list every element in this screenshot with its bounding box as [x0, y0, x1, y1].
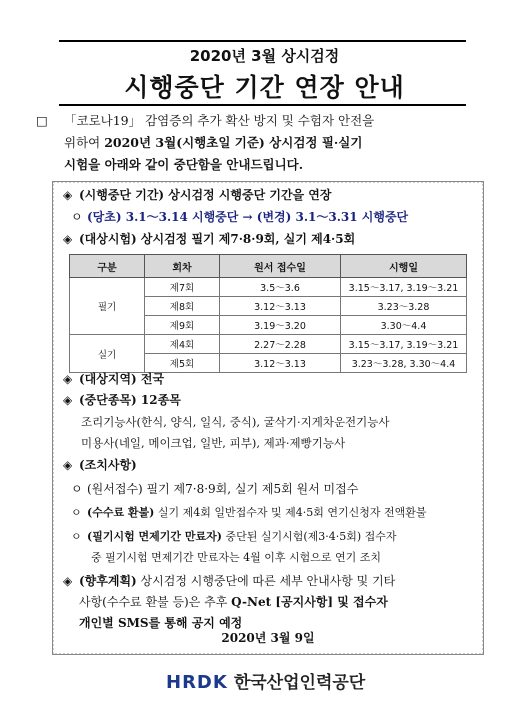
future-plan-label: (향후계획): [79, 574, 137, 588]
target-heading: [63, 230, 355, 247]
table-cell: 3.12～3.13: [220, 297, 341, 316]
period-detail-text: (당초) 3.1～3.14 시행중단 → (변경) 3.1～3.31 시행중단: [87, 210, 409, 224]
future-plan-text-1: 상시검정 시행중단에 따른 세부 안내사항 및 기타: [136, 574, 396, 588]
types-line-2: 미용사(네일, 메이크업, 일반, 피부), 제과·제빵기능사: [81, 436, 346, 450]
measure-item-3: [71, 528, 397, 544]
group-label-written: 필기: [70, 278, 145, 335]
table-header-row: [70, 255, 467, 278]
diamond-bullet-icon: ◈: [63, 232, 73, 246]
future-plan-text-2: 사항(수수료 환불 등)은 추후: [79, 595, 232, 609]
notice-title: 시행중단 기간 연장 안내: [124, 73, 405, 102]
intro-line-1: 「코로나19」 감염증의 추가 확산 방지 및 수험자 안전을: [64, 113, 375, 128]
period-heading: [63, 186, 332, 203]
intro-line-2-prefix: 위하여: [64, 135, 105, 150]
period-detail: [71, 208, 408, 225]
table-cell: 제5회: [145, 354, 220, 373]
types-heading-text: (중단종목) 12종목: [79, 393, 181, 407]
org-name: 한국산업인력공단: [233, 673, 366, 693]
notice-date: 2020년 3월 9일: [221, 631, 315, 645]
diamond-bullet-icon: ◈: [63, 372, 73, 386]
table-cell: 3.15～3.17, 3.19～3.21: [341, 278, 467, 297]
col-header-category: 구분: [70, 255, 145, 278]
diamond-bullet-icon: ◈: [63, 458, 73, 472]
table-cell: 3.19～3.20: [220, 316, 341, 335]
intro-line-2-emphasis: 2020년 3월(시행초일 기준) 상시검정 필·실기: [104, 135, 363, 150]
title-top-rule: [59, 40, 466, 42]
table-row: [70, 335, 467, 354]
measure-item-3-cont: [91, 549, 381, 565]
measure-2-label: (수수료 환불): [87, 506, 155, 519]
circle-bullet-icon: ㅇ: [71, 530, 82, 543]
table-cell: 3.23～3.28, 3.30～4.4: [341, 354, 467, 373]
checkbox-square-icon: □: [36, 113, 48, 128]
table-cell: 3.23～3.28: [341, 297, 467, 316]
col-header-application-date: 원서 접수일: [220, 255, 341, 278]
table-cell: 3.15～3.17, 3.19～3.21: [341, 335, 467, 354]
table-cell: 제4회: [145, 335, 220, 354]
measure-item-2: [71, 504, 427, 520]
intro-line-2: [64, 132, 484, 154]
hrdk-logo-mark: HRDK: [166, 672, 228, 693]
col-header-exam-date: 시행일: [341, 255, 467, 278]
intro-line-3: 시험을 아래와 같이 중단함을 안내드립니다.: [64, 157, 304, 172]
diamond-bullet-icon: ◈: [63, 393, 73, 407]
measure-3-continuation: 중 필기시험 면제기간 만료자는 4월 이후 시험으로 연기 조치: [91, 551, 381, 564]
types-line-1: 조리기능사(한식, 양식, 일식, 중식), 굴삭기·지게차운전기능사: [81, 415, 390, 429]
table-cell: 3.30～4.4: [341, 316, 467, 335]
types-list: [81, 412, 390, 454]
future-plan: [63, 572, 395, 589]
table-cell: 3.5～3.6: [220, 278, 341, 297]
notice-subtitle: 2020년 3월 상시검정: [189, 47, 340, 65]
table-row: [70, 278, 467, 297]
table-cell: 3.12～3.13: [220, 354, 341, 373]
types-heading: [63, 391, 181, 408]
table-cell: 제7회: [145, 278, 220, 297]
measure-item-1: [71, 480, 358, 497]
table-cell: 제8회: [145, 297, 220, 316]
col-header-round: 회차: [145, 255, 220, 278]
org-logo: [166, 668, 365, 693]
target-heading-text: (대상시험) 상시검정 필기 제7·8·9회, 실기 제4·5회: [79, 232, 356, 246]
group-label-practical: 실기: [70, 335, 145, 373]
region-heading-text: (대상지역) 전국: [79, 372, 165, 386]
details-panel: [52, 181, 484, 655]
intro-paragraph: [36, 110, 484, 176]
circle-bullet-icon: ㅇ: [71, 482, 83, 496]
region-heading: [63, 370, 164, 387]
circle-bullet-icon: ㅇ: [71, 506, 82, 519]
diamond-bullet-icon: ◈: [63, 188, 73, 202]
future-plan-qnet: Q-Net [공지사항] 및 접수자: [231, 595, 388, 609]
future-plan-text-3: 개인별 SMS를 통해 공지 예정: [79, 616, 243, 630]
table-cell: 제9회: [145, 316, 220, 335]
measure-2-text: 실기 제4회 일반접수자 및 제4·5회 연기신청자 전액환불: [154, 506, 427, 519]
measures-heading: [63, 456, 137, 473]
measures-heading-text: (조치사항): [79, 458, 137, 472]
measure-3-label: (필기시험 면제기간 만료자): [87, 530, 222, 543]
title-bottom-rule: [59, 104, 466, 106]
measure-3-text: 중단된 실기시험(제3·4·5회) 접수자: [221, 530, 397, 543]
circle-bullet-icon: ㅇ: [71, 210, 83, 224]
period-heading-text: (시행중단 기간) 상시검정 시행중단 기간을 연장: [79, 188, 332, 202]
diamond-bullet-icon: ◈: [63, 574, 73, 588]
measure-1-text: (원서접수) 필기 제7·8·9회, 실기 제5회 원서 미접수: [87, 482, 359, 496]
future-plan-line-2: [79, 593, 388, 610]
schedule-table: [69, 254, 467, 373]
table-cell: 2.27～2.28: [220, 335, 341, 354]
